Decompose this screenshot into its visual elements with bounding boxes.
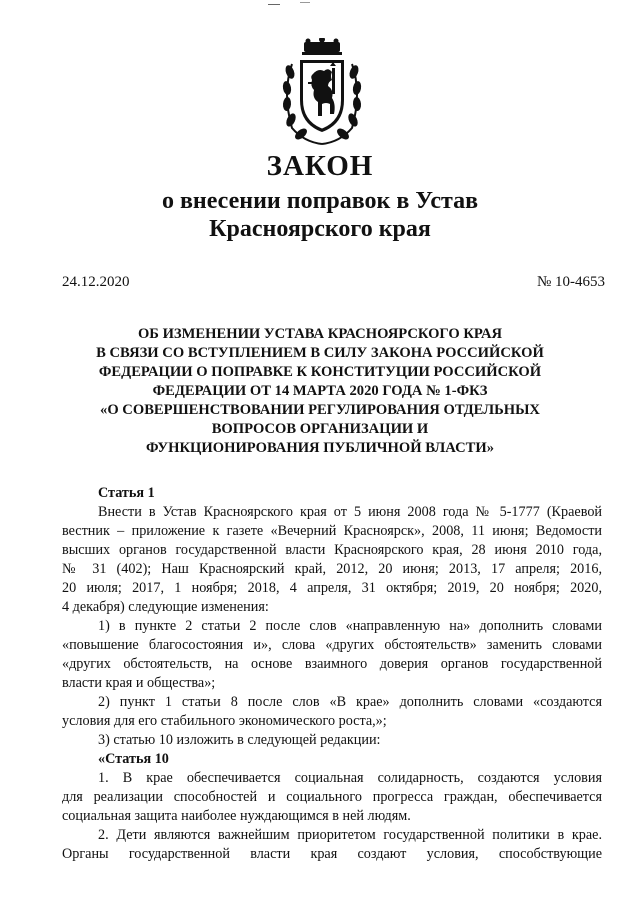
- law-heading: [0, 325, 640, 458]
- body-line: вестник – приложение к газете «Вечерний Красноярск», 2008, 11 июня; Ведомости: [62, 523, 602, 539]
- law-meta: [62, 274, 605, 291]
- body-line: 4 декабря) следующие изменения:: [62, 599, 269, 615]
- scan-mark: [268, 4, 280, 5]
- heading-line: ОБ ИЗМЕНЕНИИ УСТАВА КРАСНОЯРСКОГО КРАЯ: [137, 326, 503, 342]
- heading-line: ВОПРОСОВ ОРГАНИЗАЦИИ И: [211, 421, 429, 437]
- body-line: для реализации способностей и социального прогресса граждан, обеспечивается: [62, 789, 602, 805]
- heading-line: В СВЯЗИ СО ВСТУПЛЕНИЕМ В СИЛУ ЗАКОНА РОССИЙСКОЙ: [96, 345, 544, 361]
- body-line: 1. В крае обеспечивается социальная солидарность, создаются условия: [98, 770, 602, 786]
- body-line: 3) статью 10 изложить в следующей редакции:: [98, 732, 381, 748]
- body-line: 2) пункт 1 статьи 8 после слов «В крае» дополнить словами «создаются: [98, 694, 602, 710]
- coat-of-arms-emblem: [278, 38, 366, 148]
- law-date: 24.12.2020: [62, 274, 130, 290]
- body-line: 2. Дети являются важнейшим приоритетом государственной политики в крае.: [98, 827, 602, 843]
- body-line: социальная защита наиболее нуждающимся в ней людям.: [62, 808, 411, 824]
- article-title: Статья 1: [98, 485, 155, 501]
- body-line: «других обстоятельств, на основе взаимного доверия органов государственной: [62, 656, 602, 672]
- body-line: 20 июля; 2017, 1 ноября; 2018, 4 апреля, 31 октября; 2019, 20 ноября; 2020,: [62, 580, 602, 596]
- body-line: высших органов государственной власти Красноярского края, 28 июня 2010 года,: [62, 542, 602, 558]
- body-line: Органы государственной власти края создают условия, способствующие: [62, 846, 602, 862]
- law-body: [62, 484, 602, 864]
- law-title-line-1: о внесении поправок в Устав: [161, 188, 479, 214]
- body-line: «повышение благосостояния и», слова «других обстоятельств» заменить словами: [62, 637, 602, 653]
- scan-mark: [300, 2, 310, 3]
- law-label: ЗАКОН: [266, 150, 374, 182]
- law-title-line-2: Красноярского края: [209, 216, 431, 242]
- body-line: власти края и общества»;: [62, 675, 216, 691]
- body-line: 1) в пункте 2 статьи 2 после слов «направленную на» дополнить словами: [98, 618, 602, 634]
- law-number: № 10-4653: [536, 274, 605, 290]
- heading-line: «О СОВЕРШЕНСТВОВАНИИ РЕГУЛИРОВАНИЯ ОТДЕЛЬНЫХ: [100, 402, 540, 418]
- body-line: условия для его стабильного экономического роста,»;: [62, 713, 387, 729]
- heading-line: ФУНКЦИОНИРОВАНИЯ ПУБЛИЧНОЙ ВЛАСТИ»: [145, 440, 495, 456]
- article-title: «Статья 10: [98, 751, 169, 767]
- body-line: № 31 (402); Наш Красноярский край, 2012, 20 июня; 2013, 17 апреля; 2016,: [62, 561, 602, 577]
- heading-line: ФЕДЕРАЦИИ ОТ 14 МАРТА 2020 ГОДА № 1-ФКЗ: [152, 383, 488, 399]
- body-line: Внести в Устав Красноярского края от 5 июня 2008 года № 5-1777 (Краевой: [98, 504, 602, 520]
- heading-line: ФЕДЕРАЦИИ О ПОПРАВКЕ К КОНСТИТУЦИИ РОССИЙСКОЙ: [98, 364, 542, 380]
